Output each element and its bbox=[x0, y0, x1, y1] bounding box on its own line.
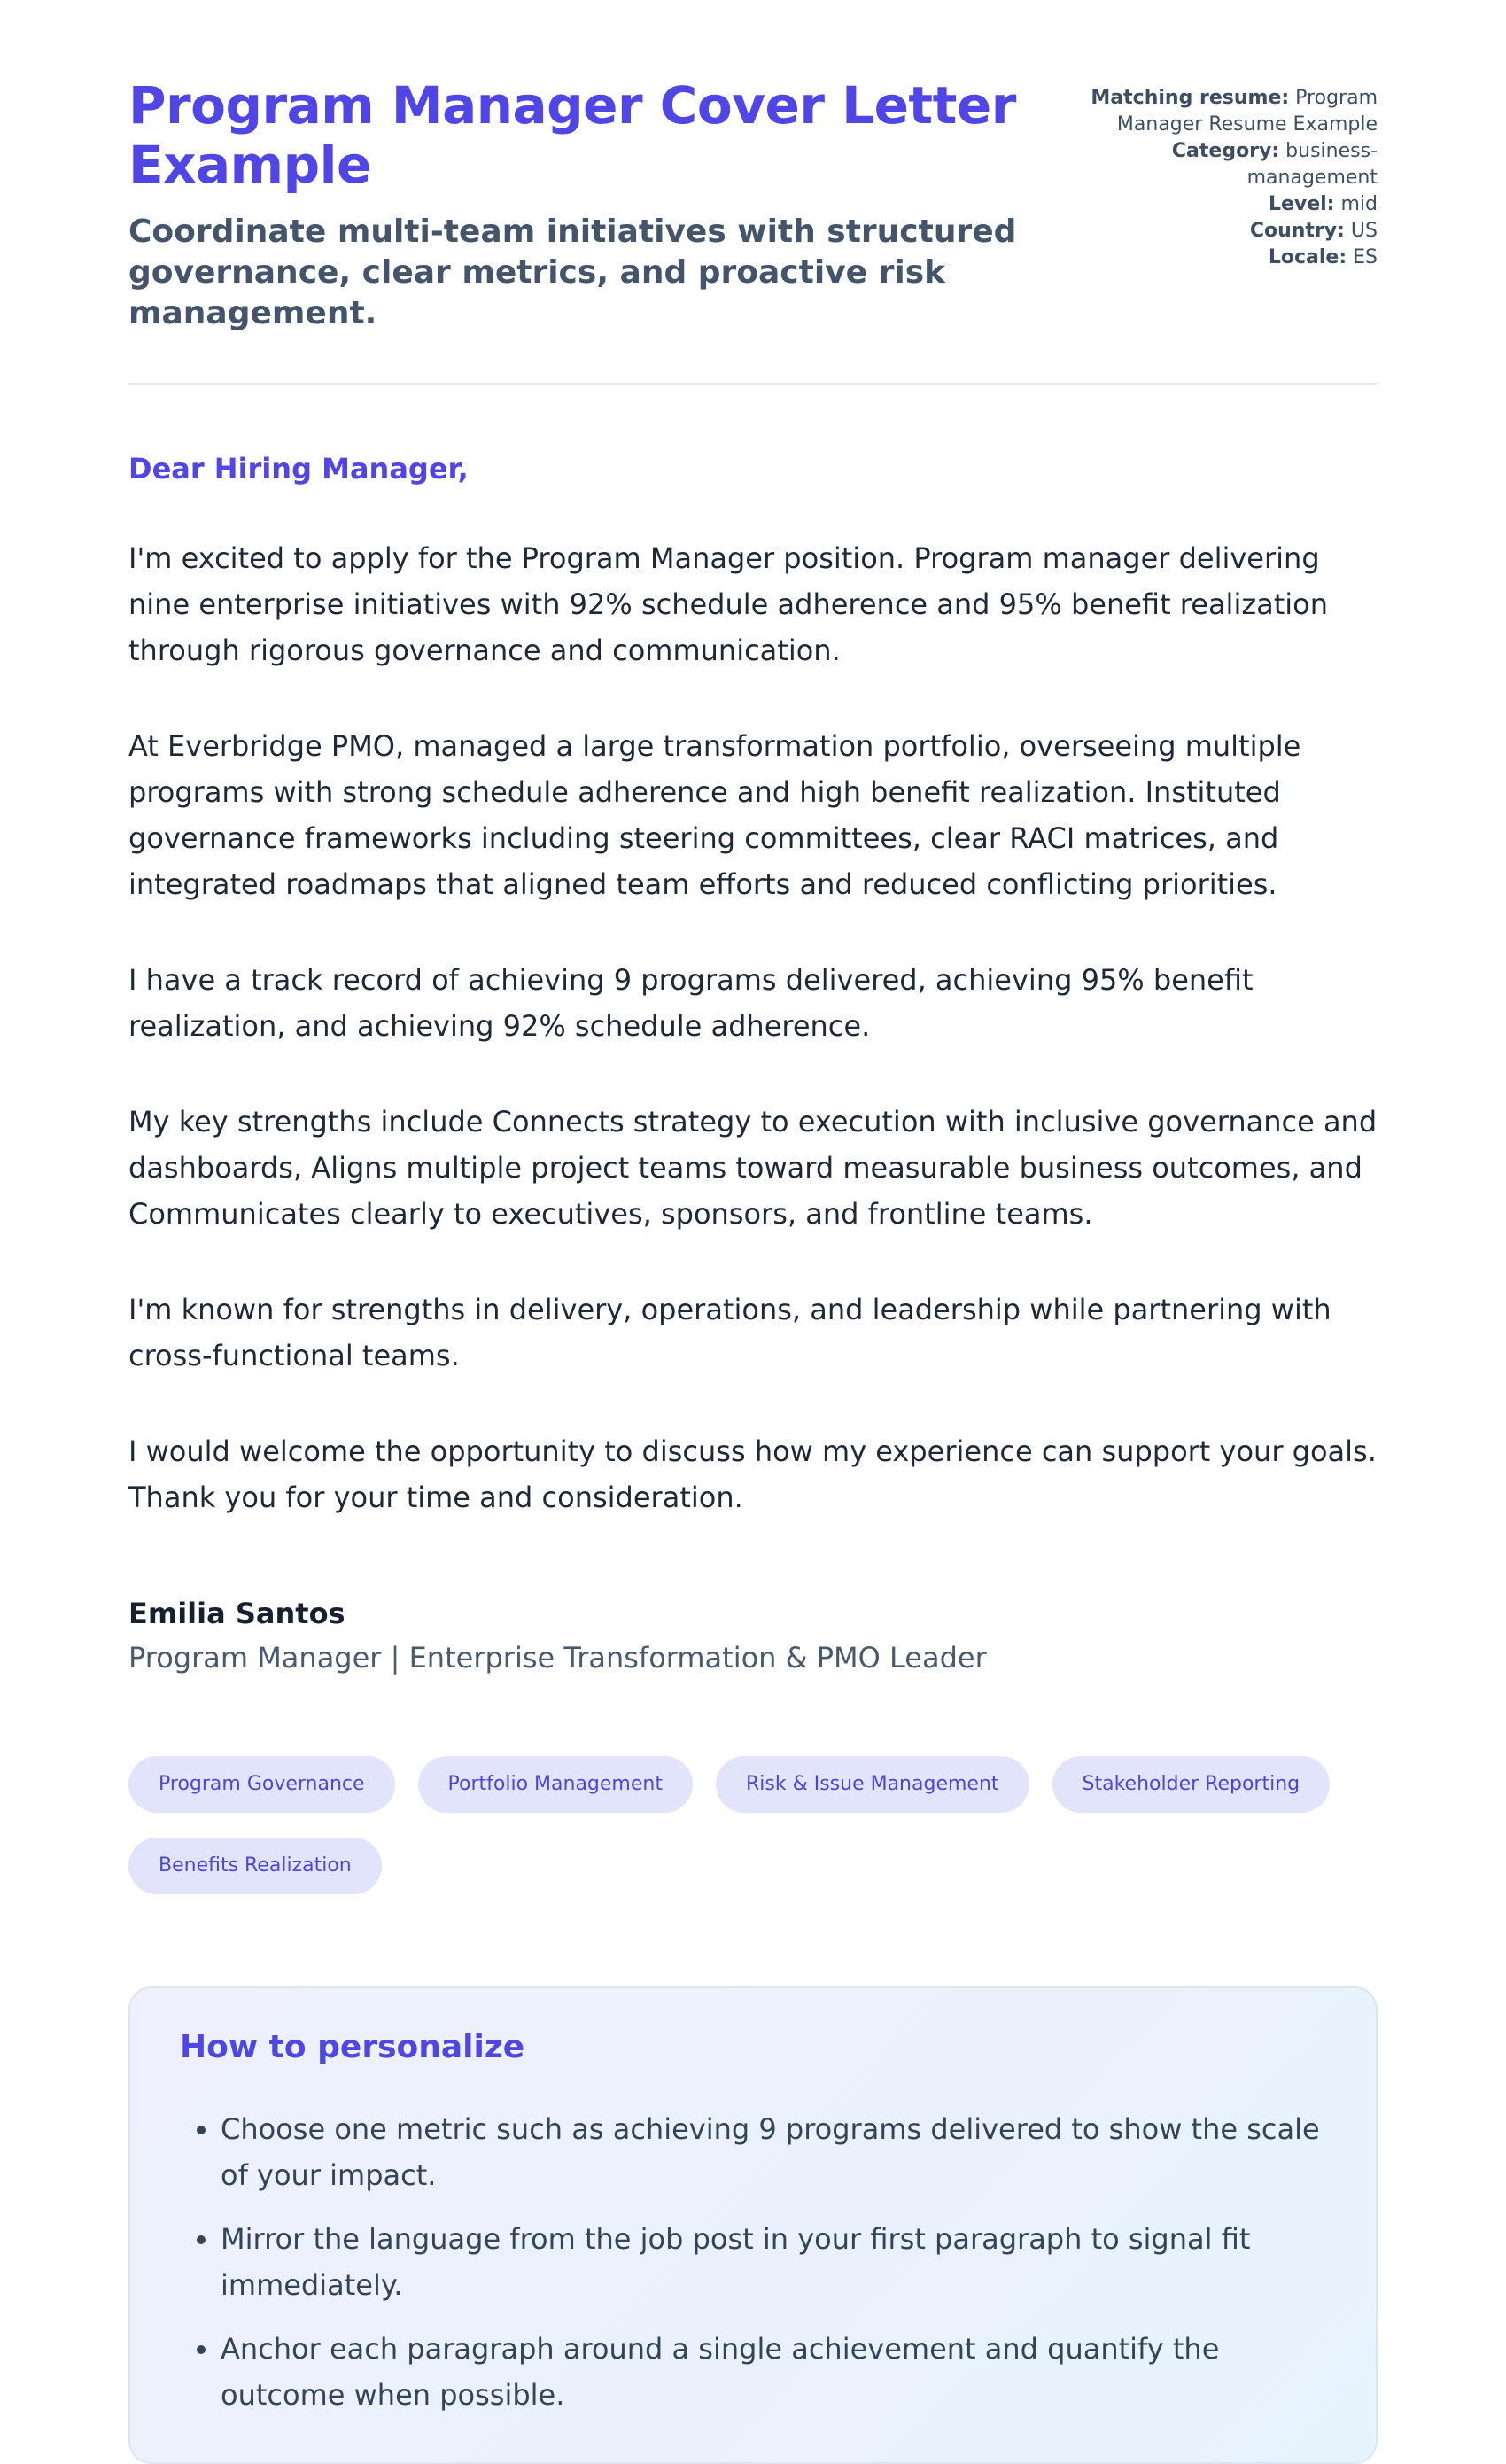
tag-portfolio-management[interactable]: Portfolio Management bbox=[418, 1756, 693, 1813]
letter-paragraph-3: I have a track record of achieving 9 programs delivered, achieving 95% benefit realization, and achieving 92% schedule adherence. bbox=[128, 962, 1254, 1043]
meta-level-value: mid bbox=[1340, 193, 1378, 215]
letter-paragraph-5: I'm known for strengths in delivery, operations, and leadership while partnering with cross-functional teams. bbox=[128, 1292, 1331, 1372]
resume-meta-panel bbox=[1069, 76, 1378, 271]
personalize-tip-3: • Anchor each paragraph around a single achievement and quantify the outcome when possible. bbox=[221, 2326, 1326, 2418]
meta-matching-resume-value: Program Manager Resume Example bbox=[1116, 87, 1378, 136]
meta-country-label: Country: bbox=[1249, 220, 1345, 242]
letter-paragraph-4: My key strengths include Connects strategy to execution with inclusive governance and dashboards, Aligns multiple project teams toward measurable business outcomes, and Communicates clearly to executives, sponsors, and frontline teams. bbox=[128, 1104, 1378, 1231]
meta-level bbox=[1069, 191, 1378, 218]
page-title: Program Manager Cover Letter Example bbox=[128, 75, 1016, 196]
personalize-tip-2: • Mirror the language from the job post in your first paragraph to signal fit immediately. bbox=[221, 2216, 1326, 2308]
meta-category-value: business-management bbox=[1246, 140, 1378, 189]
meta-locale-value: ES bbox=[1353, 246, 1378, 268]
letter-greeting: Dear Hiring Manager, bbox=[128, 451, 469, 486]
tag-stakeholder-reporting[interactable]: Stakeholder Reporting bbox=[1052, 1756, 1331, 1813]
letter-paragraph-2: At Everbridge PMO, managed a large transformation portfolio, overseeing multiple programs with strong schedule adherence and high benefit realization. Instituted governance frameworks including steering committees, clear RACI matrices, and integrated roadmaps that aligned team efforts and reduced conflicting priorities. bbox=[128, 728, 1301, 901]
header-divider bbox=[128, 383, 1378, 385]
signature-role: Program Manager | Enterprise Transformation & PMO Leader bbox=[128, 1640, 987, 1675]
title-block bbox=[128, 76, 1069, 335]
cover-letter-page bbox=[128, 0, 1378, 2464]
meta-matching-resume-label: Matching resume: bbox=[1091, 87, 1290, 109]
signature-name: Emilia Santos bbox=[128, 1596, 345, 1630]
letter-paragraph-6: I would welcome the opportunity to discuss how my experience can support your goals. Thank you for your time and consideration. bbox=[128, 1434, 1377, 1514]
meta-country-value: US bbox=[1350, 220, 1378, 242]
page-subtitle: Coordinate multi-team initiatives with structured governance, clear metrics, and proactive risk management. bbox=[128, 213, 1017, 332]
meta-matching-resume bbox=[1069, 85, 1378, 138]
meta-level-label: Level: bbox=[1268, 193, 1335, 215]
tag-benefits-realization[interactable]: Benefits Realization bbox=[128, 1838, 382, 1894]
meta-country bbox=[1069, 218, 1378, 245]
letter-paragraph-1: I'm excited to apply for the Program Manager position. Program manager delivering nine enterprise initiatives with 92% schedule adherence and 95% benefit realization through rigorous governance and communication. bbox=[128, 540, 1329, 667]
letter-body bbox=[128, 452, 1378, 1675]
meta-locale-label: Locale: bbox=[1268, 246, 1347, 268]
personalize-tip-1: • Choose one metric such as achieving 9 programs delivered to show the scale of your impact. bbox=[221, 2106, 1326, 2198]
meta-category-label: Category: bbox=[1171, 140, 1280, 162]
meta-category bbox=[1069, 138, 1378, 191]
signature-block bbox=[128, 1597, 1378, 1675]
personalize-box bbox=[128, 1986, 1378, 2464]
tag-program-governance[interactable]: Program Governance bbox=[128, 1756, 395, 1813]
tag-risk-issue-management[interactable]: Risk & Issue Management bbox=[716, 1756, 1029, 1813]
personalize-tip-list bbox=[180, 2106, 1326, 2418]
personalize-heading: How to personalize bbox=[180, 2028, 525, 2065]
skill-tags bbox=[128, 1756, 1378, 1894]
page-header bbox=[128, 76, 1378, 335]
meta-locale bbox=[1069, 245, 1378, 271]
